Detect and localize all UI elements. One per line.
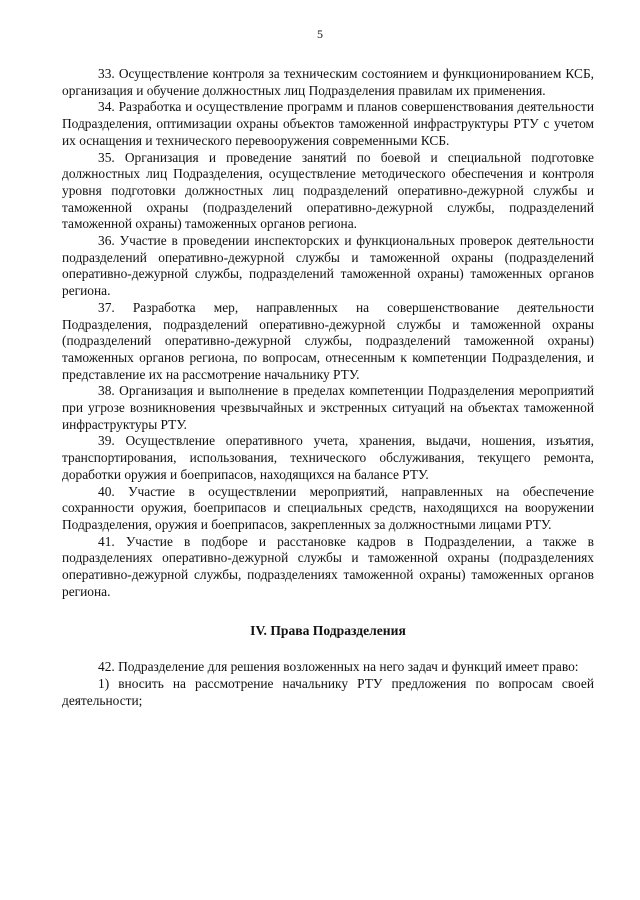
paragraph-38: 38. Организация и выполнение в пределах компетенции Подразделения мероприятий при угрозе возникновения чрезвычайных и экстренных ситуаций на объектах таможенной инфраструктуры РТУ.: [62, 383, 594, 432]
paragraph-41: 41. Участие в подборе и расстановке кадров в Подразделении, а также в подразделениях оперативно-дежурной службы и таможенной охраны (подразделениях оперативно-дежурной службы, подразделениях таможенной охраны) таможенных органов региона.: [62, 533, 594, 599]
paragraph-36: 36. Участие в проведении инспекторских и функциональных проверок деятельности подразделений оперативно-дежурной службы и таможенной охраны (подразделений оперативно-дежурной службы, подразделений таможенной охраны) таможенных органов региона.: [62, 233, 594, 299]
rights-item-1: 1) вносить на рассмотрение начальнику РТУ предложения по вопросам своей деятельности;: [62, 675, 594, 708]
paragraph-39: 39. Осуществление оперативного учета, хранения, выдачи, ношения, изъятия, транспортирования, использования, технического обслуживания, текущего ремонта, доработки оружия и боеприпасов, находящихся на балансе РТУ.: [62, 433, 594, 482]
section-heading: IV. Права Подразделения: [250, 622, 406, 638]
paragraph-37: 37. Разработка мер, направленных на совершенствование деятельности Подразделения, подразделений оперативно-дежурной службы и таможенной охраны (подразделений оперативно-дежурной службы, подразделений таможенной охраны) таможенных органов региона, по вопросам, отнесенным к компетенции Подразделения, и представление их на рассмотрение начальнику РТУ.: [62, 299, 594, 382]
document-body: [62, 66, 594, 709]
paragraph-40: 40. Участие в осуществлении мероприятий, направленных на обеспечение сохранности оружия, боеприпасов и специальных средств, находящихся на вооружении Подразделения, оружия и боеприпасов, закрепленных за должностными лицами РТУ.: [62, 483, 594, 532]
paragraph-35: 35. Организация и проведение занятий по боевой и специальной подготовке должностных лиц Подразделения, осуществление методического обеспечения и контроля уровня подготовки должностных лиц подразделений оперативно-дежурной службы и таможенной охраны (подразделений оперативно-дежурной службы, подразделений таможенной охраны) таможенных органов региона.: [62, 149, 594, 232]
paragraph-42: 42. Подразделение для решения возложенных на него задач и функций имеет право:: [98, 659, 579, 675]
paragraph-34: 34. Разработка и осуществление программ и планов совершенствования деятельности Подразделения, оптимизации охраны объектов таможенной инфраструктуры РТУ с учетом их оснащения и технического перевооружения современными КСБ.: [62, 99, 594, 148]
page-number: 5: [317, 27, 323, 41]
paragraph-33: 33. Осуществление контроля за техническим состоянием и функционированием КСБ, организация и обучение должностных лиц Подразделения правилам их применения.: [62, 66, 594, 98]
